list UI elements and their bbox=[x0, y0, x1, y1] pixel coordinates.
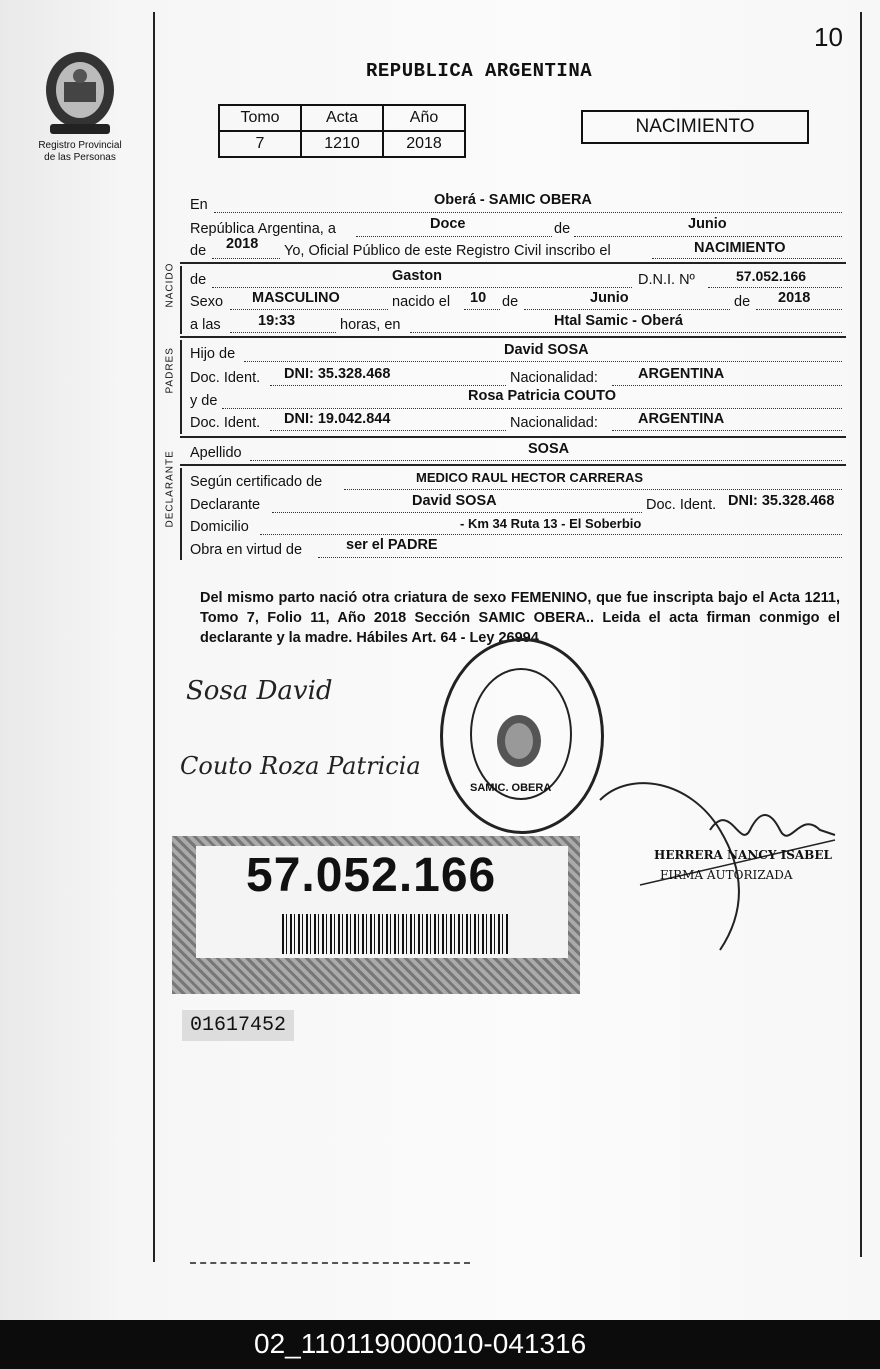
dotted-line bbox=[410, 332, 842, 333]
value-nac-mes: Junio bbox=[590, 290, 629, 306]
dotted-line bbox=[230, 332, 336, 333]
ref-value-tomo: 7 bbox=[219, 131, 301, 157]
label-de-mes: de bbox=[502, 294, 519, 310]
dotted-line bbox=[318, 557, 842, 558]
value-sexo: MASCULINO bbox=[252, 290, 340, 306]
dni-sticker-number: 57.052.166 bbox=[246, 849, 497, 902]
label-segun: Según certificado de bbox=[190, 474, 323, 490]
dotted-line bbox=[356, 236, 552, 237]
value-mes: Junio bbox=[688, 216, 727, 232]
ref-header-anio: Año bbox=[383, 105, 465, 131]
value-padre-nac: ARGENTINA bbox=[638, 366, 725, 382]
value-nac-anio: 2018 bbox=[778, 290, 811, 306]
value-dia: Doce bbox=[430, 216, 466, 232]
ref-header-acta: Acta bbox=[301, 105, 383, 131]
left-margin-line bbox=[153, 12, 155, 1262]
dotted-line bbox=[612, 430, 842, 431]
label-doc-ident3: Doc. Ident. bbox=[646, 497, 717, 513]
mother-signature: Couto Roza Patricia bbox=[180, 752, 421, 780]
dotted-line bbox=[524, 309, 730, 310]
reference-table bbox=[218, 104, 466, 158]
dotted-line bbox=[222, 408, 842, 409]
section-bracket bbox=[180, 468, 182, 560]
side-label-nacido bbox=[165, 288, 176, 308]
value-declarante-doc: DNI: 35.328.468 bbox=[728, 493, 835, 509]
footer-bar bbox=[0, 1320, 880, 1369]
logo-caption bbox=[30, 140, 130, 164]
label-nacionalidad2: Nacionalidad: bbox=[510, 415, 598, 431]
dotted-line bbox=[212, 287, 632, 288]
label-horas-en: horas, en bbox=[340, 317, 401, 333]
coat-of-arms-logo bbox=[40, 46, 120, 138]
label-nacido-el: nacido el bbox=[392, 294, 451, 310]
value-obra: ser el PADRE bbox=[346, 537, 438, 553]
dotted-line bbox=[612, 385, 842, 386]
ref-header-tomo: Tomo bbox=[219, 105, 301, 131]
value-lugar: Oberá - SAMIC OBERA bbox=[434, 192, 592, 208]
document-title: REPUBLICA ARGENTINA bbox=[366, 60, 593, 82]
official-title: FIRMA AUTORIZADA bbox=[660, 868, 793, 882]
barcode bbox=[282, 914, 510, 954]
section-divider bbox=[180, 436, 846, 438]
value-nombre: Gaston bbox=[392, 268, 442, 284]
label-doc-ident: Doc. Ident. bbox=[190, 370, 261, 386]
label-oficial: Yo, Oficial Público de este Registro Civil inscribo el bbox=[284, 243, 611, 259]
page-number: 10 bbox=[814, 22, 843, 52]
dotted-line bbox=[214, 212, 842, 213]
label-declarante: Declarante bbox=[190, 497, 261, 513]
value-domicilio: - Km 34 Ruta 13 - El Soberbio bbox=[460, 516, 642, 531]
label-sexo: Sexo bbox=[190, 294, 224, 310]
value-dni: 57.052.166 bbox=[736, 268, 807, 284]
label-de-anio: de bbox=[190, 243, 207, 259]
father-signature: Sosa David bbox=[186, 676, 333, 706]
dotted-line bbox=[212, 258, 280, 259]
section-divider bbox=[180, 262, 846, 264]
label-y-de: y de bbox=[190, 393, 218, 409]
ref-value-anio: 2018 bbox=[383, 131, 465, 157]
dotted-line bbox=[272, 512, 642, 513]
value-inscripcion: NACIMIENTO bbox=[694, 240, 786, 256]
label-en: En bbox=[190, 197, 208, 213]
dotted-line bbox=[230, 309, 388, 310]
label-de: de bbox=[554, 221, 571, 237]
observation-note: Del mismo parto nació otra criatura de sexo FEMENINO, que fue inscripta bajo el Acta 1211, Tomo 7, Folio 11, Año 2018 Sección SAMIC OBERA.. Leida el acta firman conmigo el declarante y la madre. Hábiles Art. 64 - Ley 26994 bbox=[200, 590, 840, 646]
value-padre-doc: DNI: 35.328.468 bbox=[284, 366, 391, 382]
value-declarante: David SOSA bbox=[412, 493, 497, 509]
label-dni: D.N.I. Nº bbox=[638, 272, 695, 288]
footer-id: 02_110119000010-041316 bbox=[254, 1328, 587, 1359]
official-name: HERRERA NANCY ISABEL bbox=[654, 848, 832, 862]
value-certificado: MEDICO RAUL HECTOR CARRERAS bbox=[416, 470, 644, 485]
dotted-line bbox=[244, 361, 842, 362]
value-padre: David SOSA bbox=[504, 342, 589, 358]
value-madre-doc: DNI: 19.042.844 bbox=[284, 411, 391, 427]
value-apellido: SOSA bbox=[528, 441, 570, 457]
label-nacionalidad: Nacionalidad: bbox=[510, 370, 598, 386]
ref-value-acta: 1210 bbox=[301, 131, 383, 157]
logo-caption-line1: Registro Provincial bbox=[38, 140, 122, 151]
label-republica: República Argentina, a bbox=[190, 221, 336, 237]
dotted-line bbox=[464, 309, 500, 310]
dotted-line bbox=[652, 258, 842, 259]
value-madre: Rosa Patricia COUTO bbox=[468, 388, 617, 404]
dotted-line bbox=[270, 385, 506, 386]
dotted-line bbox=[756, 309, 842, 310]
label-doc-ident2: Doc. Ident. bbox=[190, 415, 261, 431]
stamp-center-text: SAMIC. OBERA bbox=[470, 782, 552, 794]
value-lugar-nac: Htal Samic - Oberá bbox=[554, 313, 683, 329]
label-domicilio: Domicilio bbox=[190, 519, 249, 535]
label-apellido: Apellido bbox=[190, 445, 242, 461]
value-madre-nac: ARGENTINA bbox=[638, 411, 725, 427]
dotted-line bbox=[260, 534, 842, 535]
label-hijo-de: Hijo de bbox=[190, 346, 236, 362]
bottom-dashed-line bbox=[190, 1262, 470, 1264]
side-label-declarante bbox=[165, 508, 176, 528]
stamp-emblem-icon bbox=[494, 712, 544, 770]
value-anio: 2018 bbox=[226, 236, 259, 252]
section-bracket bbox=[180, 340, 182, 434]
section-divider bbox=[180, 464, 846, 466]
section-divider bbox=[180, 336, 846, 338]
serial-number: 01617452 bbox=[182, 1010, 294, 1041]
dotted-line bbox=[708, 287, 842, 288]
section-bracket bbox=[180, 266, 182, 334]
logo-caption-line2: de las Personas bbox=[44, 152, 116, 163]
dotted-line bbox=[344, 489, 842, 490]
label-de-anio2: de bbox=[734, 294, 751, 310]
value-nac-dia: 10 bbox=[470, 290, 487, 306]
right-margin-line bbox=[860, 12, 862, 1257]
value-hora: 19:33 bbox=[258, 313, 296, 329]
dotted-line bbox=[574, 236, 842, 237]
dotted-line bbox=[250, 460, 842, 461]
record-type-box: NACIMIENTO bbox=[581, 110, 809, 144]
label-obra: Obra en virtud de bbox=[190, 542, 303, 558]
side-label-padres bbox=[165, 374, 176, 394]
dotted-line bbox=[270, 430, 506, 431]
label-a-las: a las bbox=[190, 317, 221, 333]
label-de-nombre: de bbox=[190, 272, 207, 288]
